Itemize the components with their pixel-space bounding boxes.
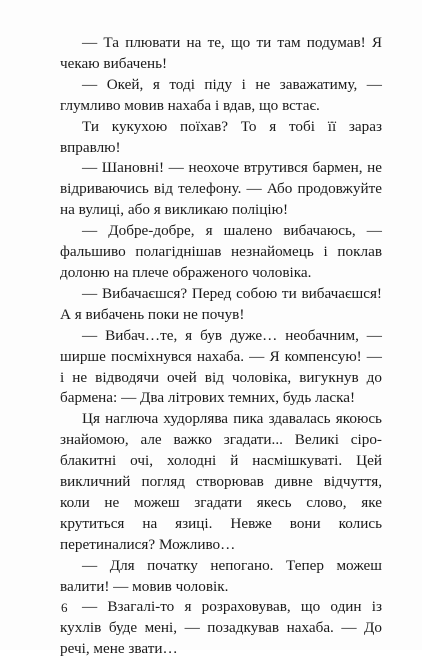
- paragraph: — Взагалі-то я розраховував, що один із кухлів буде мені, — позадкував нахаба. — До речі, мене звати…: [60, 598, 382, 658]
- paragraph: — Для початку непогано. Тепер можеш валити! — мовив чоловік.: [60, 556, 382, 595]
- paragraph: — Окей, я тоді піду і не заважатиму, — глумливо мовив нахаба і вдав, що встає.: [60, 75, 382, 114]
- paragraph: — Добре-добре, я шалено вибачаюсь, — фальшиво полагіднішав незнайомець і поклав долоню на плече ображеного чоловіка.: [60, 222, 382, 281]
- body-text: [60, 33, 382, 660]
- paragraph: — Вибач…те, я був дуже… необачним, — ширше посміхнувся нахаба. — Я компенсую! — і не відводячи очей від чоловіка, вигукнув до бармена: — Два літрових темних, будь ласка!: [60, 326, 382, 407]
- paragraph: Ця наглюча худорлява пика здавалась якоюсь знайомою, але важко згадати... Великі сіро-блакитні очі, холодні й насмішкуваті. Цей викличний погляд створював дивне відчуття, коли не можеш згадати якесь слово, яке крутиться на язиці. Невже вони колись перетиналися? Можливо…: [60, 410, 382, 553]
- paragraph: — Та плювати на те, що ти там подумав! Я чекаю вибачень!: [60, 34, 382, 72]
- paragraph: — Шановні! — неохоче втрутився бармен, не відриваючись від телефону. — Або продовжуйте на вулиці, або я викликаю поліцію!: [60, 159, 382, 219]
- paragraph: Ти кукухою поїхав? То я тобі її зараз вправлю!: [60, 117, 382, 156]
- page-number: 6: [61, 600, 68, 615]
- paragraph: — Вибачаєшся? Перед собою ти вибачаєшся! А я вибачень поки не почув!: [60, 284, 382, 323]
